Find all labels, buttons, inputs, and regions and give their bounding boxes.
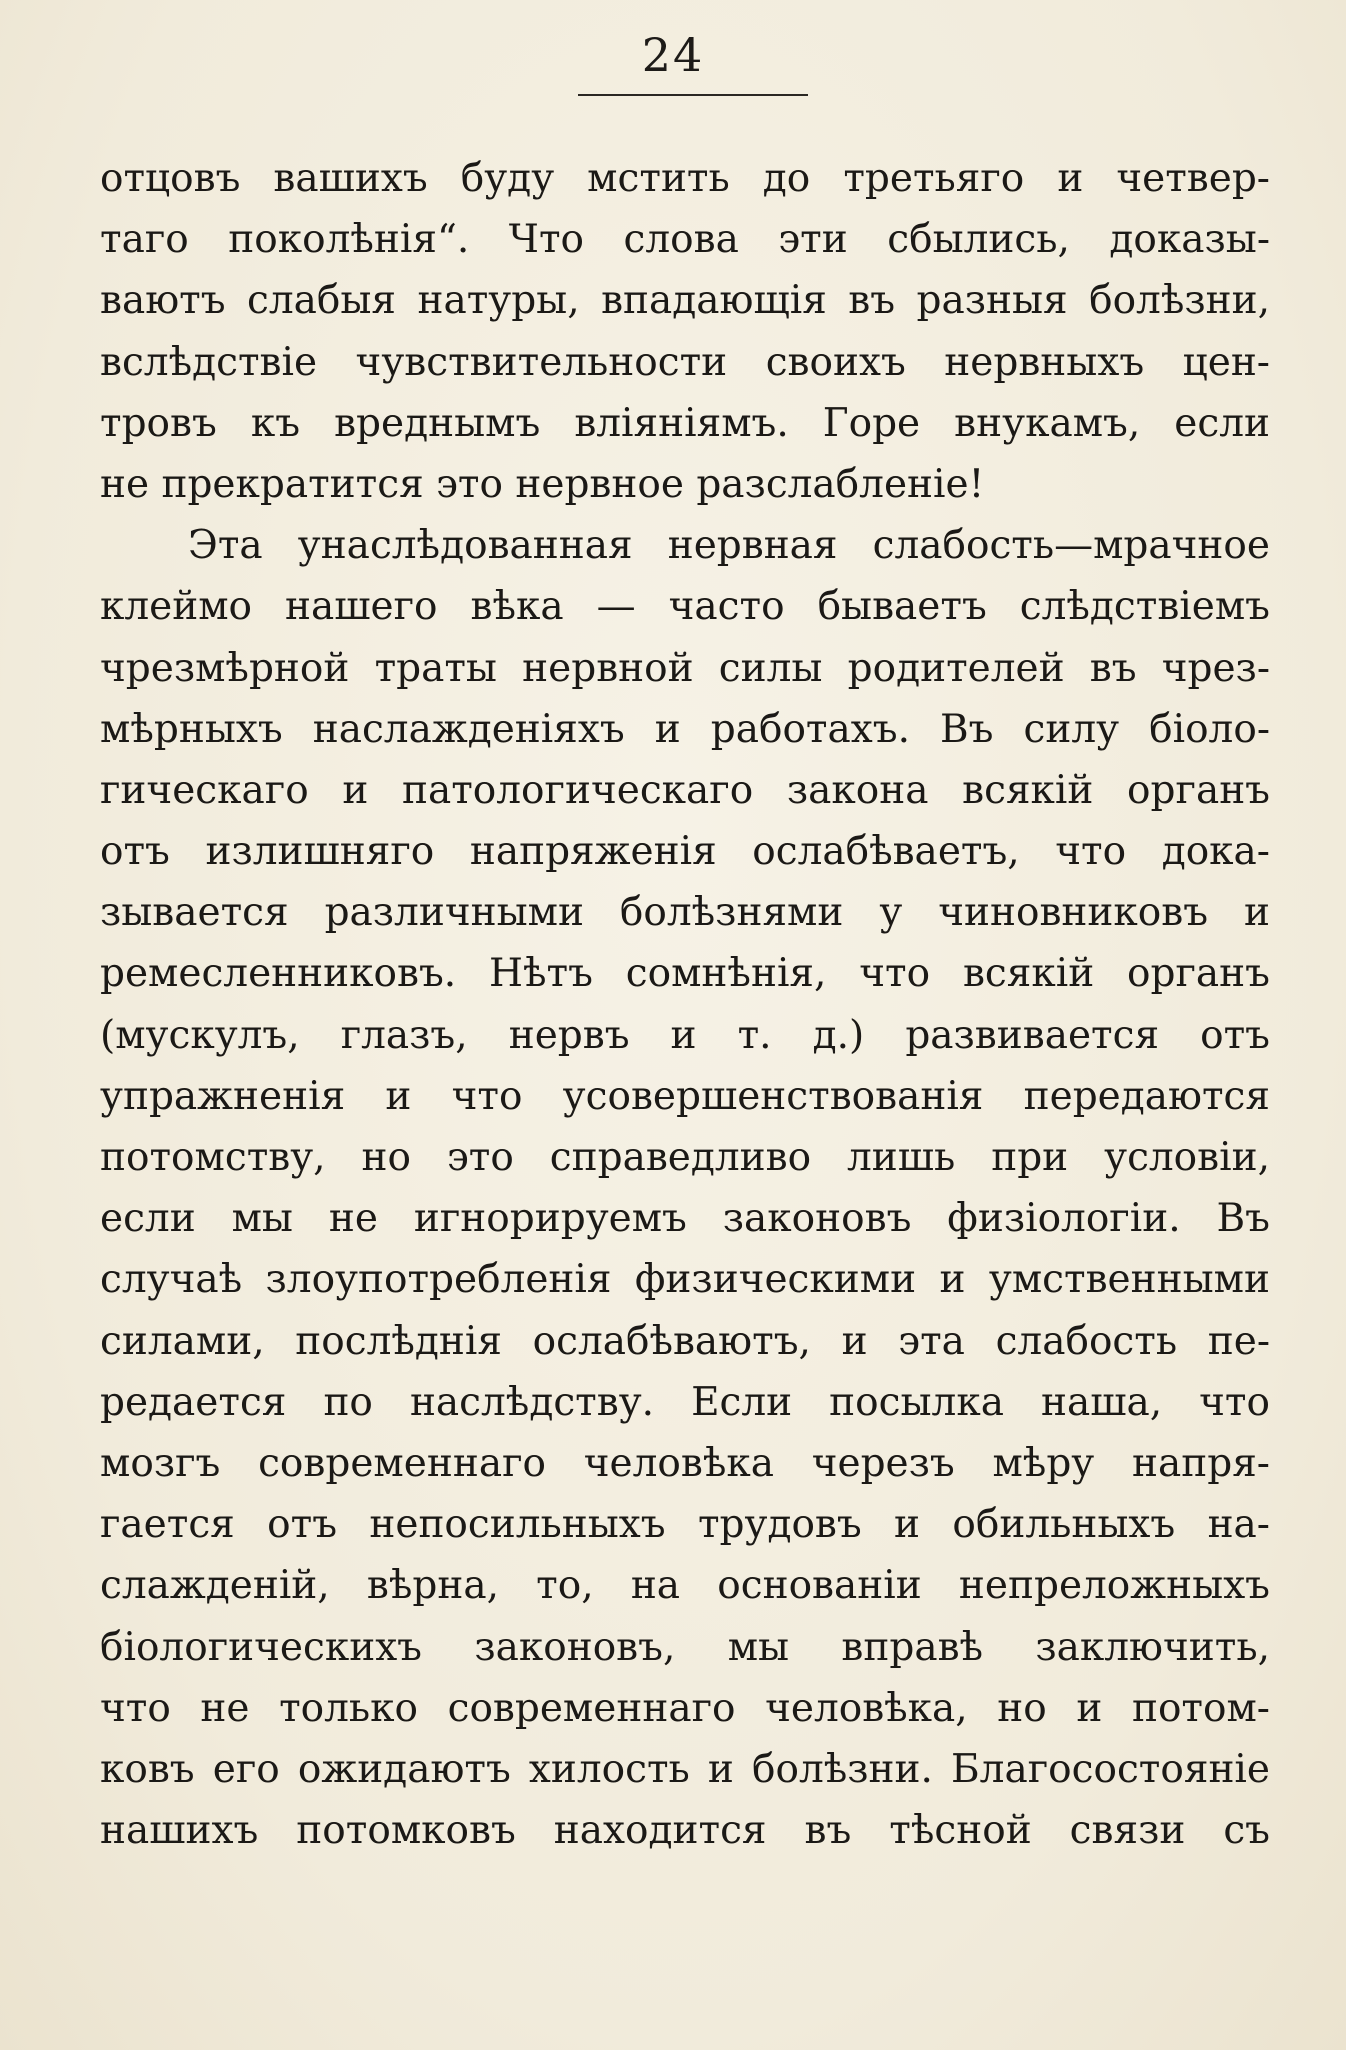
text-line: отцовъ вашихъ буду мстить до третьяго и четвер- (100, 156, 1270, 201)
text-line: что не только современнаго человѣка, но и потом- (100, 1685, 1270, 1731)
text-line: біологическихъ законовъ, мы вправѣ заключить, (100, 1624, 1270, 1670)
page-number: 24 (641, 28, 705, 82)
text-line: мѣрныхъ наслажденіяхъ и работахъ. Въ силу біоло- (100, 706, 1270, 752)
text-line: тровъ къ вреднымъ вліяніямъ. Горе внукамъ, если (100, 400, 1270, 446)
text-line: вслѣдствіе чувствительности своихъ нервныхъ цен- (100, 339, 1270, 385)
text-line: если мы не игнорируемъ законовъ физіологіи. Въ (100, 1196, 1270, 1242)
text-line: не прекратится это нервное разслабленіе! (100, 461, 985, 507)
header-rule (578, 94, 808, 96)
text-line: чрезмѣрной траты нервной силы родителей въ чрез- (100, 645, 1270, 691)
text-line: ремесленниковъ. Нѣтъ сомнѣнія, что всякій органъ (100, 951, 1270, 997)
text-line: нашихъ потомковъ находится въ тѣсной связи съ (100, 1808, 1270, 1854)
text-line: случаѣ злоупотребленія физическими и умственными (100, 1257, 1270, 1303)
text-line: ковъ его ожидаютъ хилость и болѣзни. Благосостояніе (100, 1746, 1270, 1792)
text-line: зывается различными болѣзнями у чиновниковъ и (100, 890, 1270, 936)
text-line: ваютъ слабыя натуры, впадающія въ разныя болѣзни, (100, 278, 1270, 324)
text-line: гается отъ непосильныхъ трудовъ и обильныхъ на- (100, 1502, 1270, 1548)
text-line: мозгъ современнаго человѣка черезъ мѣру напря- (100, 1440, 1270, 1486)
text-line: силами, послѣднія ослабѣваютъ, и эта слабость пе- (100, 1318, 1270, 1364)
text-line: слажденій, вѣрна, то, на основаніи непреложныхъ (100, 1563, 1270, 1609)
text-line: гическаго и патологическаго закона всякій органъ (100, 767, 1270, 813)
text-line: таго поколѣнія“. Что слова эти сбылись, доказы- (100, 217, 1270, 263)
text-line: клеймо нашего вѣка — часто бываетъ слѣдствіемъ (100, 584, 1270, 630)
text-line: упражненія и что усовершенствованія передаются (100, 1073, 1270, 1119)
text-line: (мускулъ, глазъ, нервъ и т. д.) развивается отъ (100, 1012, 1270, 1058)
text-line: отъ излишняго напряженія ослабѣваетъ, что дока- (100, 829, 1270, 875)
body-text (100, 148, 1270, 1861)
text-line: потомству, но это справедливо лишь при условіи, (100, 1135, 1270, 1180)
text-line: редается по наслѣдству. Если посылка наша, что (100, 1379, 1270, 1425)
text-line: Эта унаслѣдованная нервная слабость—мрачное (188, 523, 1270, 569)
